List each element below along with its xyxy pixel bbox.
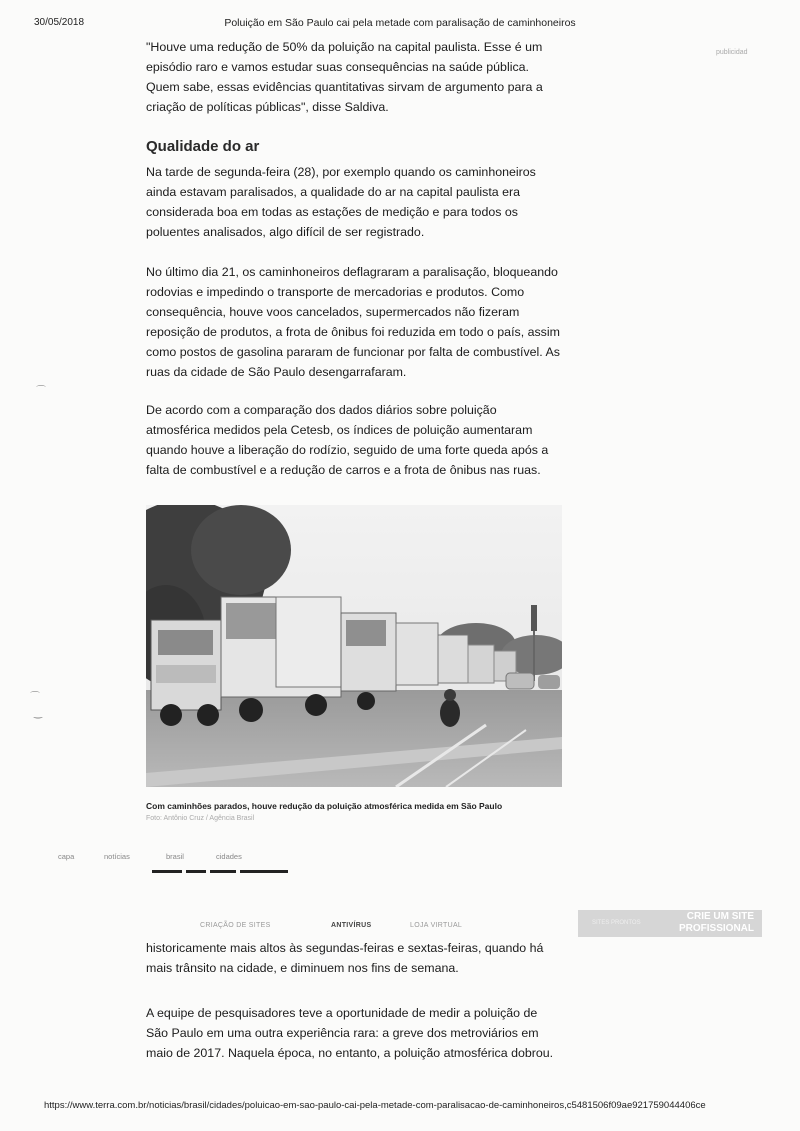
article-photo — [146, 505, 562, 787]
quote-paragraph: "Houve uma redução de 50% da poluição na capital paulista. Esse é um episódio raro e vamos estudar suas consequências na saúde pública. Quem sabe, essas evidências quantitativas sirvam de argumento para a criação de políticas públicas", disse Saldiva. — [146, 40, 543, 114]
menu-item-loja-virtual[interactable]: LOJA VIRTUAL — [410, 922, 463, 929]
article-paragraph: No último dia 21, os caminhoneiros deflagraram a paralisação, bloqueando rodovias e impedindo o transporte de mercadorias e produtos. Como consequência, houve voos cancelados, supermercados não fizeram reposição de produtos, a frota de ônibus foi reduzida em todo o país, assim como postos de gasolina pararam de funcionar por falta de combustível. As ruas da cidade de São Paulo desengarrafaram. — [146, 265, 560, 379]
trucks-photo-image — [146, 505, 562, 787]
menu-item-antivirus[interactable]: ANTIVÍRUS — [331, 922, 372, 929]
header-title: Poluição em São Paulo cai pela metade com paralisação de caminhoneiros — [224, 17, 576, 29]
photo-credit: Foto: Antônio Cruz / Agência Brasil — [146, 815, 255, 822]
banner-headline-line: CRIE UM SITE — [686, 911, 754, 922]
article-paragraph: Na tarde de segunda-feira (28), por exemplo quando os caminhoneiros ainda estavam paralisados, a qualidade do ar na capital paulista era considerada boa em todas as estações de medição e para todos os poluentes analisados, algo difícil de ser registrado. — [146, 165, 536, 239]
margin-mark: ‿ — [34, 708, 43, 719]
article-paragraph: A equipe de pesquisadores teve a oportunidade de medir a poluição de São Paulo em uma outra experiência rara: a greve dos metroviários em maio de 2017. Naquela época, no entanto, a poluição atmosférica dobrou. — [146, 1006, 554, 1060]
ad-banner[interactable] — [578, 910, 762, 937]
menu-item-sites[interactable]: CRIAÇÃO DE SITES — [200, 922, 271, 929]
clipped-text-fragment — [152, 862, 292, 873]
margin-mark: ⌒ — [36, 386, 46, 397]
page-url: https://www.terra.com.br/noticias/brasil/cidades/poluicao-em-sao-paulo-cai-pela-metade-com-paralisacao-de-caminhoneiros,c5481506f09ae921759044406ce — [44, 1100, 706, 1111]
breadcrumb-link[interactable]: cidades — [216, 852, 242, 861]
section-heading: Qualidade do ar — [146, 138, 260, 155]
banner-headline-line: PROFISSIONAL — [678, 923, 754, 934]
margin-mark: ⌒ — [30, 692, 40, 703]
header-date: 30/05/2018 — [34, 17, 85, 28]
article-paragraph: historicamente mais altos às segundas-feiras e sextas-feiras, quando há mais trânsito na cidade, e diminuem nos fins de semana. — [146, 941, 544, 975]
banner-headline — [679, 911, 754, 935]
breadcrumb-link[interactable]: notícias — [104, 852, 130, 861]
banner-small-text: SITES PRONTOS — [592, 920, 641, 926]
ad-label: publicidad — [716, 49, 748, 56]
breadcrumb-link[interactable]: brasil — [166, 852, 184, 861]
article-paragraph: De acordo com a comparação dos dados diários sobre poluição atmosférica medidos pela Cetesb, os índices de poluição aumentaram quando houve a liberação do rodízio, seguido de uma forte queda após a falta de combustível e a redução de carros e a frota de ônibus nas ruas. — [146, 403, 549, 477]
breadcrumb-link[interactable]: capa — [58, 852, 75, 861]
photo-caption: Com caminhões parados, houve redução da poluição atmosférica medida em São Paulo — [146, 801, 503, 811]
